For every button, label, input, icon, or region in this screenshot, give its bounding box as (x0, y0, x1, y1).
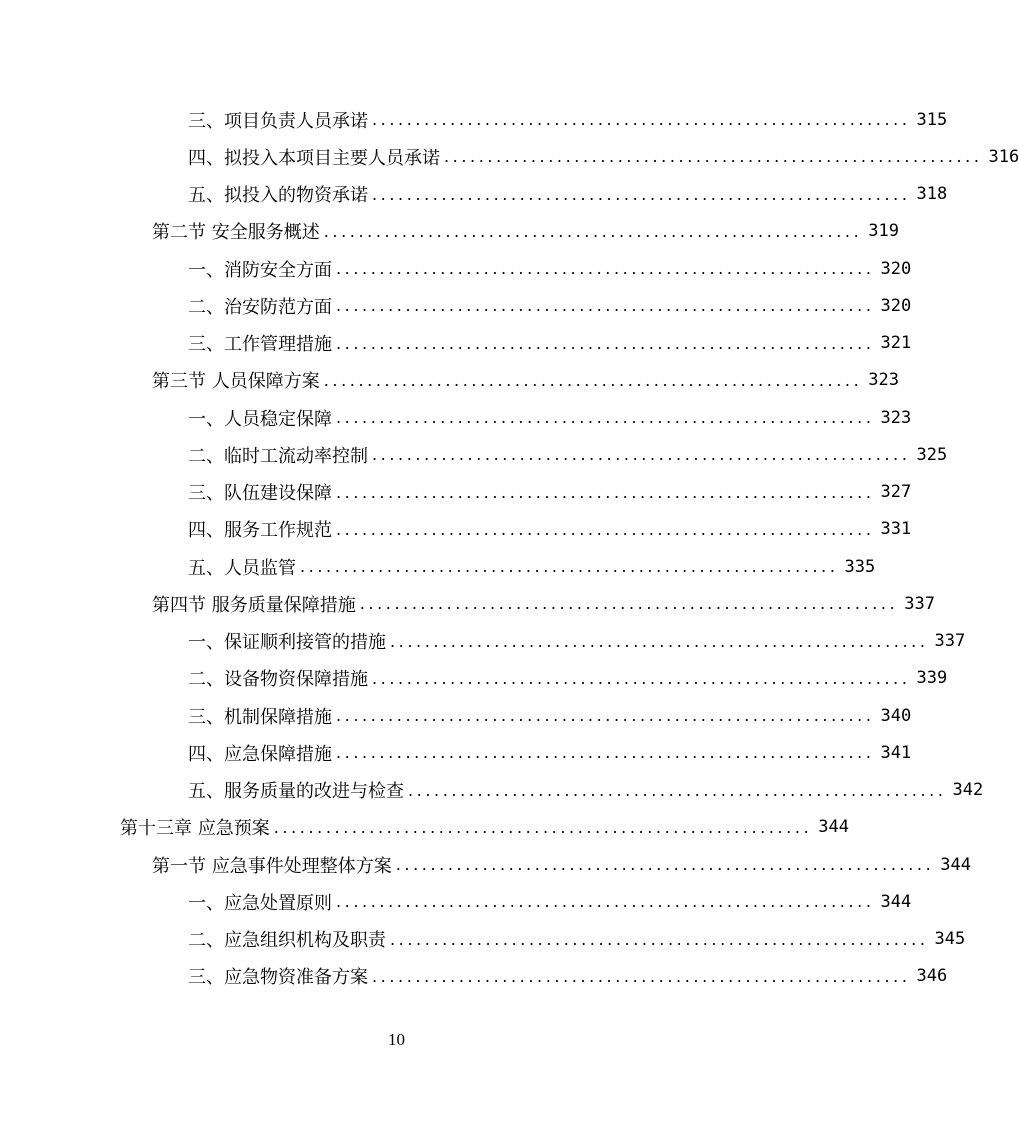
toc-entry-page: 323 (868, 370, 899, 391)
toc-entry-page: 335 (844, 556, 876, 577)
toc-leader-dots: .............................................................. (372, 966, 911, 986)
toc-leader-dots: .............................................................. (408, 780, 947, 800)
toc-leader-dots: .............................................................. (336, 259, 875, 279)
toc-entry-page: 325 (916, 444, 948, 465)
toc-leader-dots: .............................................................. (395, 855, 935, 875)
toc-entry-page: 321 (880, 333, 912, 354)
toc-entry[interactable] (0, 325, 912, 362)
toc-entry[interactable] (0, 287, 912, 324)
toc-leader-dots: .............................................................. (390, 929, 929, 949)
toc-entry[interactable] (0, 138, 1019, 175)
toc-entry-title: 应急保障措施 (224, 743, 332, 765)
toc-entry-page: 344 (880, 891, 912, 912)
toc-entry-number: 三、 (188, 110, 224, 132)
toc-entry-number: 三、 (188, 706, 224, 728)
toc-entry-number: 三、 (188, 334, 224, 356)
toc-entry-title: 人员监管 (224, 557, 296, 579)
toc-entry[interactable] (0, 809, 849, 846)
toc-entry-number: 一、 (188, 408, 224, 430)
toc-leader-dots: .............................................................. (372, 445, 911, 465)
toc-entry-number: 二、 (188, 296, 224, 318)
toc-entry[interactable] (0, 846, 971, 883)
toc-entry-title: 应急处置原则 (224, 892, 332, 914)
toc-entry-number: 四、 (188, 520, 224, 542)
toc-entry[interactable] (0, 585, 935, 622)
toc-entry-page: 345 (934, 929, 966, 950)
toc-entry-number: 二、 (188, 669, 224, 691)
toc-entry-page: 344 (940, 854, 971, 875)
toc-entry-page: 342 (952, 780, 984, 801)
toc-entry-number: 一、 (188, 632, 224, 654)
toc-entry-title: 应急预案 (197, 818, 270, 840)
toc-entry-number: 五、 (188, 557, 224, 579)
toc-entry-page: 315 (916, 109, 948, 130)
toc-entry[interactable] (0, 734, 912, 771)
toc-entry-title: 应急物资准备方案 (224, 967, 368, 989)
toc-entry[interactable] (0, 660, 948, 697)
toc-leader-dots: .............................................................. (336, 482, 875, 502)
toc-entry[interactable] (0, 921, 966, 958)
toc-leader-dots: .............................................................. (323, 221, 863, 241)
toc-entry-title: 服务质量的改进与检查 (224, 781, 404, 803)
toc-entry-title: 机制保障措施 (224, 706, 332, 728)
toc-entry-number: 三、 (188, 483, 224, 505)
toc-entry-title: 拟投入本项目主要人员承诺 (224, 147, 440, 169)
toc-leader-dots: .............................................................. (336, 743, 875, 763)
toc-entry[interactable] (0, 548, 876, 585)
toc-leader-dots: .............................................................. (273, 817, 813, 837)
toc-entry[interactable] (0, 623, 966, 660)
toc-entry-title: 拟投入的物资承诺 (224, 185, 368, 207)
toc-entry[interactable] (0, 399, 912, 436)
toc-entry-title: 项目负责人员承诺 (224, 110, 368, 132)
toc-entry-page: 327 (880, 482, 912, 503)
toc-entry-page: 341 (880, 742, 912, 763)
toc-entry-number: 一、 (188, 892, 224, 914)
toc-entry[interactable] (0, 883, 912, 920)
toc-entry[interactable] (0, 697, 912, 734)
toc-entry[interactable] (0, 772, 984, 809)
toc-entry[interactable] (0, 362, 899, 399)
toc-entry-page: 337 (904, 593, 935, 614)
toc-entry-page: 320 (880, 258, 912, 279)
toc-entry-page: 339 (916, 668, 948, 689)
toc-entry-title: 应急事件处理整体方案 (211, 855, 392, 877)
toc-entry-number: 一、 (188, 259, 224, 281)
toc-entry-number: 第四节 (152, 594, 212, 616)
toc-entry-page: 318 (916, 184, 948, 205)
toc-entry-number: 四、 (188, 743, 224, 765)
toc-leader-dots: .............................................................. (444, 147, 983, 167)
toc-entry-number: 二、 (188, 445, 224, 467)
toc-leader-dots: .............................................................. (372, 110, 911, 130)
toc-entry-title: 工作管理措施 (224, 334, 332, 356)
toc-leader-dots: .............................................................. (390, 631, 929, 651)
toc-entry[interactable] (0, 213, 899, 250)
toc-entry-page: 344 (818, 817, 849, 838)
toc-entry-number: 五、 (188, 185, 224, 207)
toc-entry-page: 319 (868, 221, 899, 242)
toc-entry-title: 人员保障方案 (211, 371, 320, 393)
toc-leader-dots: .............................................................. (372, 184, 911, 204)
toc-leader-dots: .............................................................. (372, 668, 911, 688)
toc-entry[interactable] (0, 511, 912, 548)
toc-entry-title: 临时工流动率控制 (224, 445, 368, 467)
toc-leader-dots: .............................................................. (336, 333, 875, 353)
toc-entry-title: 保证顺利接管的措施 (224, 632, 386, 654)
toc-entry-title: 消防安全方面 (224, 259, 332, 281)
toc-entry-number: 四、 (188, 147, 224, 169)
toc-entry-title: 服务工作规范 (224, 520, 332, 542)
toc-leader-dots: .............................................................. (359, 594, 899, 614)
toc-entry-title: 队伍建设保障 (224, 483, 332, 505)
toc-leader-dots: .............................................................. (336, 706, 875, 726)
toc-entry-title: 应急组织机构及职责 (224, 930, 386, 952)
toc-entry[interactable] (0, 436, 948, 473)
toc-entry-number: 第二节 (152, 222, 212, 244)
toc-entry-number: 第一节 (152, 855, 212, 877)
toc-entry-page: 331 (880, 519, 912, 540)
toc-entry-title: 设备物资保障措施 (224, 669, 368, 691)
toc-entry-page: 316 (988, 146, 1019, 167)
toc-entry-title: 服务质量保障措施 (211, 594, 356, 616)
toc-entry-number: 二、 (188, 930, 224, 952)
toc-entry-page: 320 (880, 295, 912, 316)
toc-entry-number: 五、 (188, 781, 224, 803)
toc-entry-page: 346 (916, 966, 948, 987)
table-of-contents (0, 101, 1019, 995)
page-number: 10 (388, 1030, 405, 1049)
toc-leader-dots: .............................................................. (336, 892, 875, 912)
toc-entry-title: 治安防范方面 (224, 296, 332, 318)
toc-entry-page: 340 (880, 705, 912, 726)
toc-entry-number: 第三节 (152, 371, 212, 393)
toc-entry[interactable] (0, 101, 948, 138)
toc-entry-number: 三、 (188, 967, 224, 989)
toc-entry-title: 安全服务概述 (211, 222, 320, 244)
toc-leader-dots: .............................................................. (300, 557, 839, 577)
toc-leader-dots: .............................................................. (336, 408, 875, 428)
toc-entry[interactable] (0, 958, 948, 995)
toc-entry-title: 人员稳定保障 (224, 408, 332, 430)
toc-leader-dots: .............................................................. (323, 370, 863, 390)
toc-entry[interactable] (0, 250, 912, 287)
toc-entry[interactable] (0, 176, 948, 213)
toc-entry-page: 337 (934, 631, 966, 652)
toc-entry-number: 第十三章 (120, 818, 198, 840)
toc-leader-dots: .............................................................. (336, 519, 875, 539)
toc-entry[interactable] (0, 474, 912, 511)
toc-leader-dots: .............................................................. (336, 296, 875, 316)
toc-entry-page: 323 (880, 407, 912, 428)
